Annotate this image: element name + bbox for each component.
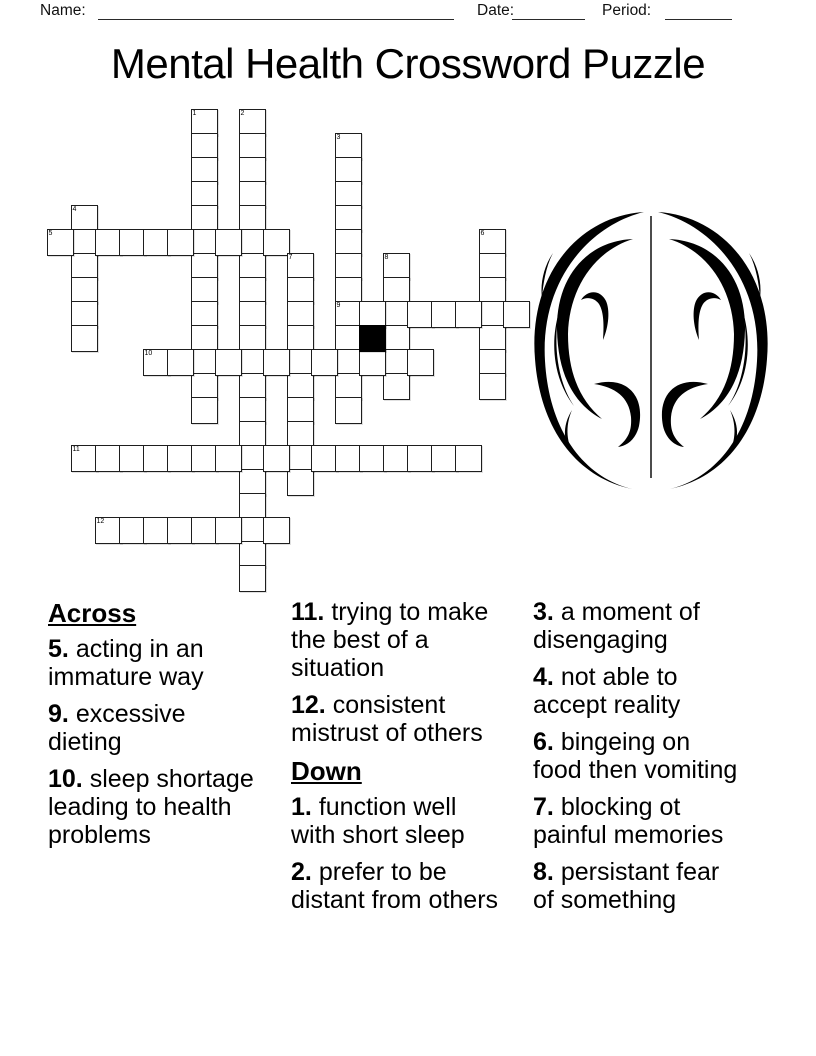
crossword-cell[interactable] <box>335 205 362 232</box>
crossword-cell[interactable] <box>455 301 482 328</box>
crossword-cell[interactable] <box>239 565 266 592</box>
crossword-cell[interactable] <box>191 109 218 136</box>
crossword-cell[interactable] <box>191 157 218 184</box>
clue-number: 2. <box>291 858 312 886</box>
brain-icon <box>532 208 770 492</box>
crossword-cell[interactable] <box>191 205 218 232</box>
clue-text: a moment of disengaging <box>533 598 700 654</box>
crossword-cell[interactable] <box>479 373 506 400</box>
crossword-cell[interactable] <box>95 517 122 544</box>
crossword-cell[interactable] <box>95 229 122 256</box>
crossword-cell[interactable] <box>191 133 218 160</box>
crossword-cell[interactable] <box>479 277 506 304</box>
crossword-cell[interactable] <box>287 421 314 448</box>
clue-text: prefer to be distant from others <box>291 858 499 914</box>
crossword-cell[interactable] <box>383 373 410 400</box>
clue-item <box>48 635 254 691</box>
crossword-cell[interactable] <box>287 445 314 472</box>
clue-item <box>533 728 742 784</box>
crossword-cell[interactable] <box>239 373 266 400</box>
crossword-cell[interactable] <box>239 157 266 184</box>
cell-number: 7 <box>288 253 293 261</box>
clue-text: trying to make the best of a situation <box>291 598 489 682</box>
clue-number: 10. <box>48 765 83 793</box>
crossword-cell[interactable] <box>143 517 170 544</box>
crossword-cell[interactable] <box>71 301 98 328</box>
clue-number: 3. <box>533 598 554 626</box>
crossword-cell[interactable] <box>287 277 314 304</box>
crossword-cell[interactable] <box>479 253 506 280</box>
clue-number: 4. <box>533 663 554 691</box>
cell-number: 9 <box>336 301 341 309</box>
crossword-cell[interactable] <box>383 277 410 304</box>
crossword-cell[interactable] <box>383 253 410 280</box>
crossword-cell[interactable] <box>191 277 218 304</box>
name-blank-line <box>98 2 454 20</box>
crossword-cell[interactable] <box>191 181 218 208</box>
crossword-cell[interactable] <box>95 445 122 472</box>
crossword-cell[interactable] <box>167 349 194 376</box>
crossword-cell[interactable] <box>119 517 146 544</box>
crossword-cell[interactable] <box>335 397 362 424</box>
crossword-cell[interactable] <box>215 517 242 544</box>
crossword-cell[interactable] <box>359 301 386 328</box>
crossword-cell[interactable] <box>479 325 506 352</box>
crossword-cell[interactable] <box>71 253 98 280</box>
clue-item <box>533 598 742 654</box>
crossword-cell[interactable] <box>239 253 266 280</box>
crossword-cell[interactable] <box>191 301 218 328</box>
clue-item <box>533 793 742 849</box>
crossword-cell[interactable] <box>239 181 266 208</box>
crossword-cell[interactable] <box>71 445 98 472</box>
crossword-cell[interactable] <box>287 325 314 352</box>
crossword-cell[interactable] <box>335 229 362 256</box>
crossword-cell[interactable] <box>287 397 314 424</box>
cell-number: 3 <box>336 133 341 141</box>
clue-number: 6. <box>533 728 554 756</box>
cell-number: 1 <box>192 109 197 117</box>
clue-item <box>48 765 254 849</box>
crossword-cell[interactable] <box>263 517 290 544</box>
crossword-cell[interactable] <box>71 229 98 256</box>
crossword-cell[interactable] <box>191 517 218 544</box>
crossword-cell[interactable] <box>383 349 410 376</box>
clue-item <box>291 598 499 682</box>
crossword-cell[interactable] <box>239 517 266 544</box>
crossword-cell[interactable] <box>407 301 434 328</box>
crossword-cell[interactable] <box>71 277 98 304</box>
crossword-cell[interactable] <box>191 253 218 280</box>
crossword-cell[interactable] <box>239 277 266 304</box>
crossword-cell[interactable] <box>239 133 266 160</box>
crossword-cell[interactable] <box>143 229 170 256</box>
crossword-cell[interactable] <box>167 517 194 544</box>
clue-text: blocking ot painful memories <box>533 793 724 849</box>
crossword-cell[interactable] <box>383 325 410 352</box>
crossword-cell[interactable] <box>335 133 362 160</box>
crossword-cell[interactable] <box>503 301 530 328</box>
clue-text: not able to accept reality <box>533 663 681 719</box>
crossword-cell[interactable] <box>71 205 98 232</box>
clue-item <box>291 691 499 747</box>
crossword-cell[interactable] <box>431 301 458 328</box>
crossword-cell[interactable] <box>455 445 482 472</box>
cell-number: 5 <box>48 229 53 237</box>
crossword-cell[interactable] <box>335 301 362 328</box>
crossword-cell[interactable] <box>215 445 242 472</box>
crossword-cell[interactable] <box>191 445 218 472</box>
crossword-cell[interactable] <box>359 349 386 376</box>
crossword-cell[interactable] <box>263 229 290 256</box>
crossword-cell[interactable] <box>335 373 362 400</box>
crossword-cell[interactable] <box>119 445 146 472</box>
crossword-cell[interactable] <box>239 229 266 256</box>
crossword-cell[interactable] <box>407 349 434 376</box>
clue-number: 1. <box>291 793 312 821</box>
clues-column-1 <box>48 598 254 858</box>
crossword-cell[interactable] <box>167 445 194 472</box>
crossword-cell[interactable] <box>239 301 266 328</box>
cell-number: 12 <box>96 517 105 525</box>
crossword-cell[interactable] <box>335 181 362 208</box>
crossword-cell[interactable] <box>263 445 290 472</box>
crossword-cell[interactable] <box>215 229 242 256</box>
crossword-cell[interactable] <box>287 253 314 280</box>
crossword-cell[interactable] <box>287 301 314 328</box>
cell-number: 2 <box>240 109 245 117</box>
clue-number: 7. <box>533 793 554 821</box>
crossword-cell[interactable] <box>479 301 506 328</box>
cell-number: 4 <box>72 205 77 213</box>
crossword-cell[interactable] <box>167 229 194 256</box>
clue-number: 5. <box>48 635 69 663</box>
crossword-cell[interactable] <box>239 421 266 448</box>
crossword-cell[interactable] <box>47 229 74 256</box>
clue-item <box>533 858 742 914</box>
crossword-cell[interactable] <box>239 493 266 520</box>
clue-number: 12. <box>291 691 326 719</box>
crossword-cell[interactable] <box>239 397 266 424</box>
crossword-cell[interactable] <box>383 445 410 472</box>
clue-text: acting in an immature way <box>48 635 204 691</box>
cell-number: 11 <box>72 445 80 453</box>
crossword-cell[interactable] <box>287 373 314 400</box>
clues-column-2 <box>291 598 499 923</box>
crossword-cell[interactable] <box>263 349 290 376</box>
clue-text: function well with short sleep <box>291 793 465 849</box>
crossword-cell[interactable] <box>479 229 506 256</box>
crossword-cell[interactable] <box>239 205 266 232</box>
crossword-cell[interactable] <box>239 469 266 496</box>
crossword-cell[interactable] <box>143 445 170 472</box>
crossword-cell[interactable] <box>335 349 362 376</box>
crossword-cell[interactable] <box>359 445 386 472</box>
cell-number: 8 <box>384 253 389 261</box>
crossword-cell[interactable] <box>311 349 338 376</box>
crossword-cell[interactable] <box>311 445 338 472</box>
crossword-cell[interactable] <box>335 277 362 304</box>
crossword-cell[interactable] <box>335 157 362 184</box>
crossword-cell[interactable] <box>239 109 266 136</box>
date-blank-line <box>512 2 585 20</box>
blocked-cell <box>359 325 386 352</box>
clue-number: 9. <box>48 700 69 728</box>
cell-number: 10 <box>144 349 153 357</box>
name-label: Name: <box>40 2 86 19</box>
clue-item <box>291 793 499 849</box>
clue-item <box>291 858 499 914</box>
period-label: Period: <box>602 2 652 19</box>
crossword-cell[interactable] <box>431 445 458 472</box>
crossword-cell[interactable] <box>191 349 218 376</box>
across-heading: Across <box>48 598 137 628</box>
clue-item <box>48 700 254 756</box>
clue-item <box>533 663 742 719</box>
crossword-cell[interactable] <box>191 325 218 352</box>
cell-number: 6 <box>480 229 485 237</box>
crossword-cell[interactable] <box>335 445 362 472</box>
crossword-cell[interactable] <box>479 349 506 376</box>
crossword-cell[interactable] <box>215 349 242 376</box>
clues-column-3 <box>533 598 742 923</box>
clue-text: consistent mistrust of others <box>291 691 483 747</box>
crossword-cell[interactable] <box>239 325 266 352</box>
crossword-cell[interactable] <box>143 349 170 376</box>
date-label: Date: <box>477 2 515 19</box>
crossword-cell[interactable] <box>287 349 314 376</box>
clue-text: excessive dieting <box>48 700 186 756</box>
clue-text: bingeing on food then vomiting <box>533 728 738 784</box>
crossword-cell[interactable] <box>119 229 146 256</box>
down-heading: Down <box>291 756 362 786</box>
crossword-cell[interactable] <box>335 325 362 352</box>
crossword-cell[interactable] <box>191 229 218 256</box>
crossword-cell[interactable] <box>239 349 266 376</box>
crossword-cell[interactable] <box>191 397 218 424</box>
crossword-cell[interactable] <box>191 373 218 400</box>
page-title: Mental Health Crossword Puzzle <box>110 40 706 87</box>
clue-text: sleep shortage leading to health problems <box>48 765 254 849</box>
crossword-cell[interactable] <box>239 445 266 472</box>
crossword-cell[interactable] <box>287 469 314 496</box>
clue-text: persistant fear of something <box>533 858 720 914</box>
period-blank-line <box>665 2 732 20</box>
clue-number: 11. <box>291 598 325 626</box>
crossword-cell[interactable] <box>71 325 98 352</box>
crossword-cell[interactable] <box>407 445 434 472</box>
crossword-cell[interactable] <box>383 301 410 328</box>
crossword-cell[interactable] <box>239 541 266 568</box>
crossword-cell[interactable] <box>335 253 362 280</box>
clue-number: 8. <box>533 858 554 886</box>
